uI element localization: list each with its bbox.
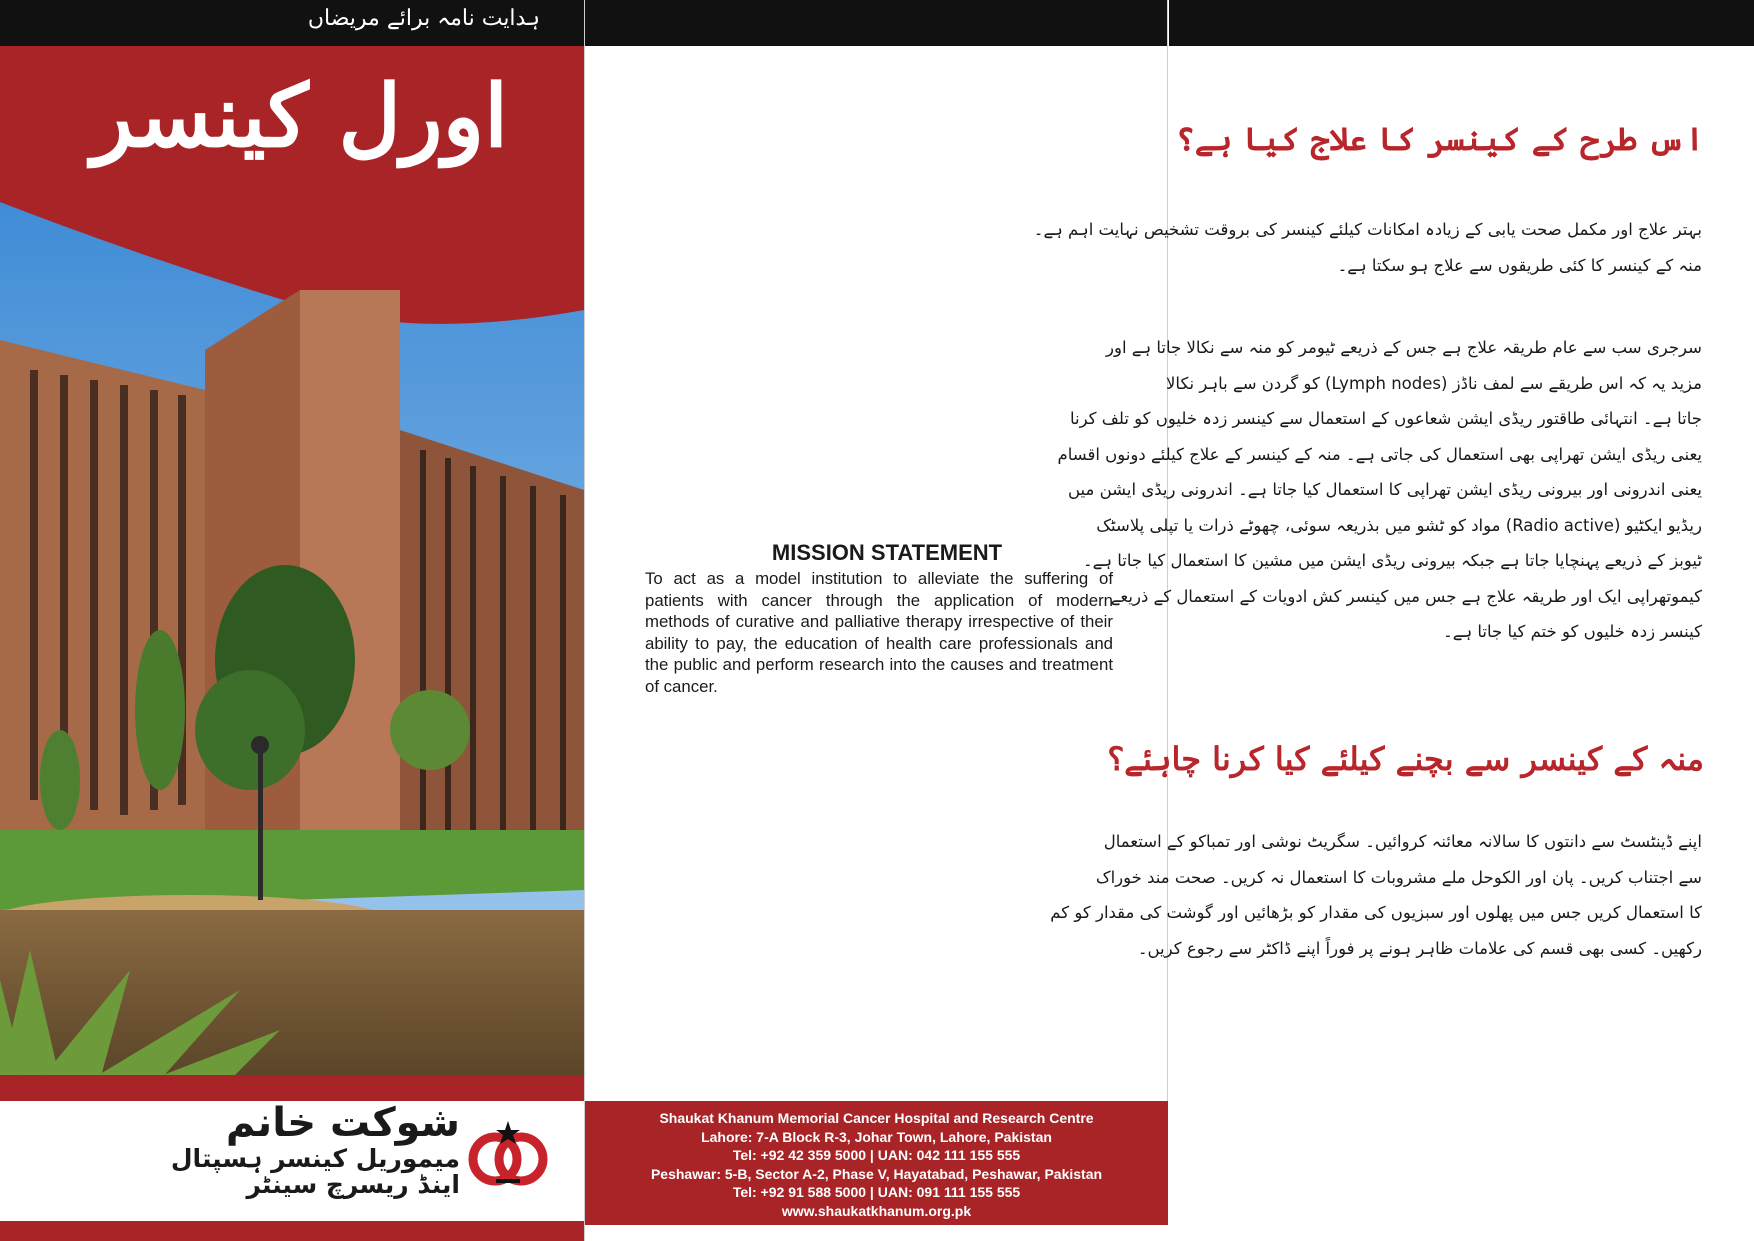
bottom-margin <box>585 1225 1168 1241</box>
bottom-strip <box>0 1221 584 1241</box>
contact-footer <box>585 1101 1168 1225</box>
paragraph-line: سرجری سب سے عام طریقہ علاج ہے جس کے ذریعے ٹیومر کو منہ سے نکالا جاتا ہے اور <box>1106 338 1702 357</box>
footer-website-link[interactable]: www.shaukatkhanum.org.pk <box>781 1202 972 1219</box>
mission-title: MISSION STATEMENT <box>771 540 1003 565</box>
logo-text-research: اینڈ ریسرچ سینٹر <box>246 1170 460 1199</box>
paragraph-line: منہ کے کینسر کا کئی طریقوں سے علاج ہو سکتا ہے۔ <box>1337 256 1702 275</box>
left-panel <box>0 0 584 1241</box>
hospital-photo <box>0 190 584 1080</box>
right-panel <box>1033 0 1754 1241</box>
mission-text: To act as a model institution to alleviate the suffering of patients with cancer through the application of modern methods of curative and palliative therapy irrespective of their ability to pay, the education of health care professionals and the public and perform research into the causes and treatment of cancer. <box>645 569 1113 696</box>
paragraph-line: مزید یہ کہ اس طریقے سے لمف ناڈز (Lymph nodes) کو گردن سے باہر نکالا <box>1166 373 1702 393</box>
paragraph-line: بہتر علاج اور مکمل صحت یابی کے زیادہ امکانات کیلئے کینسر کی بروقت تشخیص نہایت اہم ہے۔ <box>1033 220 1702 239</box>
treatment-heading: اس طرح کے کینسر کا علاج کیا ہے؟ <box>1176 120 1704 158</box>
hospital-logo-icon <box>468 1115 548 1195</box>
paragraph-line: سے اجتناب کریں۔ پان اور الکوحل ملے مشروبات کا استعمال نہ کریں۔ صحت مند خوراک <box>1095 867 1702 887</box>
paragraph-line: کینسر زدہ خلیوں کو ختم کیا جاتا ہے۔ <box>1443 622 1702 641</box>
footer-lahore-address: Lahore: 7-A Block R-3, Johar Town, Lahore, Pakistan <box>701 1128 1052 1145</box>
top-bar <box>1169 0 1754 46</box>
logo-text-name: شوکت خانم <box>225 1100 460 1146</box>
treatment-intro-paragraph <box>1033 212 1702 284</box>
mission-statement <box>645 540 1113 697</box>
leaflet-title: اورل کینسر <box>91 66 508 167</box>
paragraph-line: اپنے ڈینٹسٹ سے دانتوں کا سالانہ معائنہ کروائیں۔ سگریٹ نوشی اور تمباکو کے استعمال <box>1103 832 1702 851</box>
logo-text-hospital: میموریل کینسر ہسپتال <box>170 1144 460 1173</box>
top-bar <box>585 0 1167 46</box>
paragraph-line: جاتا ہے۔ انتہائی طاقتور ریڈی ایشن شعاعوں کے استعمال سے کینسر زدہ خلیوں کو تلف کرنا <box>1069 409 1702 428</box>
paragraph-line: ٹیوبز کے ذریعے پہنچایا جاتا ہے جبکہ بیرونی ریڈی ایشن میں مشین کا استعمال کیا جاتا ہے۔ <box>1083 551 1702 570</box>
footer-peshawar-phone: Tel: +92 91 588 5000 | UAN: 091 111 155 555 <box>732 1184 1021 1201</box>
prevention-heading: منہ کے کینسر سے بچنے کیلئے کیا کرنا چاہئے؟ <box>1107 740 1704 778</box>
paragraph-line: ریڈیو ایکٹیو (Radio active) مواد کو ٹشو میں بذریعہ سوئی، چھوٹے ذرات یا تپلی پلاسٹک <box>1096 515 1702 535</box>
paragraph-line: کیموتھراپی ایک اور طریقہ علاج ہے جس میں کینسر کش ادویات کے استعمال کے ذریعے <box>1110 586 1702 606</box>
paragraph-line: رکھیں۔ کسی بھی قسم کی علامات ظاہر ہونے پر فوراً اپنے ڈاکٹر سے رجوع کریں۔ <box>1137 938 1702 958</box>
treatment-methods-paragraph <box>1057 330 1702 650</box>
footer-org-name: Shaukat Khanum Memorial Cancer Hospital and Research Centre <box>659 1110 1094 1126</box>
paragraph-line: کا استعمال کریں جس میں پھلوں اور سبزیوں کی مقدار کو بڑھائیں اور گوشت کی مقدار کو کم <box>1050 903 1702 922</box>
footer-lahore-phone: Tel: +92 42 359 5000 | UAN: 042 111 155 555 <box>732 1147 1021 1164</box>
leaflet-caption: ہدایت نامہ برائے مریضاں <box>307 6 540 31</box>
footer-peshawar-address: Peshawar: 5-B, Sector A-2, Phase V, Hayatabad, Peshawar, Pakistan <box>650 1165 1103 1182</box>
paragraph-line: یعنی اندرونی اور بیرونی ریڈی ایشن تھراپی کا استعمال کیا جاتا ہے۔ اندرونی ریڈی ایشن میں <box>1068 480 1702 499</box>
paragraph-line: یعنی ریڈی ایشن تھراپی بھی استعمال کی جاتی ہے۔ منہ کے کینسر کے علاج کیلئے دونوں اقسام <box>1057 444 1702 464</box>
prevention-paragraph <box>1050 824 1702 966</box>
footer-band <box>0 1075 584 1101</box>
middle-panel <box>584 0 1168 1241</box>
